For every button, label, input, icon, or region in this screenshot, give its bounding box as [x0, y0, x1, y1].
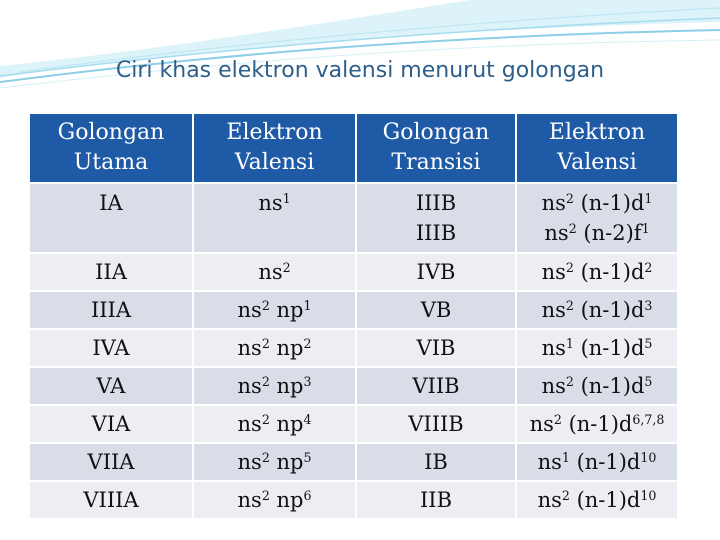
formula-text: ns: [237, 412, 262, 436]
formula-superscript: 3: [644, 298, 653, 314]
cell-golongan-utama: VA: [30, 367, 193, 405]
formula-superscript: 3: [303, 374, 312, 390]
formula-text: ns: [541, 298, 566, 322]
formula-text: ns: [237, 336, 262, 360]
formula-text: ns: [258, 191, 283, 215]
formula-superscript: 2: [565, 191, 574, 207]
cell-valensi-utama: [193, 405, 356, 443]
formula-text: ns: [237, 488, 262, 512]
cell-golongan-transisi: [356, 291, 516, 329]
cell-golongan-utama: IIA: [30, 253, 193, 291]
cell-golongan-transisi: [356, 443, 516, 481]
formula-superscript: 2: [565, 298, 574, 314]
formula-superscript: 1: [641, 221, 650, 237]
header-golongan-transisi: Golongan Transisi: [356, 114, 516, 183]
formula-text: ns: [544, 221, 569, 245]
formula-superscript: 2: [261, 336, 270, 352]
formula-text: ns: [541, 260, 566, 284]
formula-superscript: 2: [261, 374, 270, 390]
cell-valensi-utama: [193, 443, 356, 481]
transisi-label: VIB: [416, 336, 456, 360]
formula-text: ns: [258, 260, 283, 284]
formula-superscript: 5: [644, 374, 653, 390]
table-row: [30, 329, 678, 367]
formula-superscript: 2: [282, 260, 291, 276]
formula-superscript: 10: [640, 450, 657, 466]
cell-golongan-utama: VIIIA: [30, 481, 193, 519]
header-elektron-valensi-transisi: Elektron Valensi: [516, 114, 678, 183]
table-row: [30, 253, 678, 291]
cell-valensi-utama: [193, 329, 356, 367]
formula-line: [530, 412, 665, 436]
formula-superscript: 2: [644, 260, 653, 276]
formula-superscript: 1: [282, 191, 291, 207]
formula-text: (n-1)d: [569, 488, 641, 512]
formula-superscript: 6,7,8: [632, 412, 665, 428]
cell-valensi-transisi: [516, 291, 678, 329]
cell-golongan-transisi: [356, 405, 516, 443]
formula-superscript: 2: [261, 488, 270, 504]
cell-valensi-transisi: [516, 443, 678, 481]
formula-text: ns: [537, 450, 562, 474]
cell-valensi-transisi: [516, 367, 678, 405]
formula-line: [542, 374, 653, 398]
valence-electron-table: [30, 114, 679, 520]
table-body: [30, 183, 678, 519]
formula-line: [542, 298, 653, 322]
formula-superscript: 1: [303, 298, 312, 314]
formula-text: (n-1)d: [573, 374, 645, 398]
formula-text: (n-1)d: [573, 298, 645, 322]
transisi-label: VIIB: [412, 374, 460, 398]
formula-line: [538, 450, 657, 474]
cell-golongan-transisi: [356, 329, 516, 367]
formula-superscript: 2: [553, 412, 562, 428]
cell-golongan-utama: IVA: [30, 329, 193, 367]
table-row: [30, 481, 678, 519]
formula-text: np: [269, 298, 304, 322]
formula-superscript: 2: [561, 488, 570, 504]
cell-valensi-transisi: [516, 329, 678, 367]
cell-valensi-utama: [193, 367, 356, 405]
cell-valensi-utama: [193, 253, 356, 291]
formula-superscript: 2: [565, 260, 574, 276]
formula-superscript: 1: [644, 191, 653, 207]
cell-golongan-utama: VIIA: [30, 443, 193, 481]
formula-line: [538, 488, 657, 512]
header-golongan-utama: Golongan Utama: [30, 114, 193, 183]
formula-text: np: [269, 336, 304, 360]
formula-text: ns: [237, 450, 262, 474]
formula-superscript: 1: [561, 450, 570, 466]
transisi-label: IIB: [419, 488, 453, 512]
formula-line: [542, 336, 653, 360]
cell-golongan-utama: VIA: [30, 405, 193, 443]
formula-text: np: [269, 374, 304, 398]
formula-line: [542, 260, 653, 284]
formula-superscript: 6: [303, 488, 312, 504]
formula-text: ns: [541, 336, 566, 360]
transisi-label: IIIB: [415, 191, 457, 215]
formula-text: (n-2)f: [576, 221, 642, 245]
table-row: [30, 443, 678, 481]
transisi-label: VB: [420, 298, 452, 322]
formula-text: np: [269, 412, 304, 436]
formula-text: ns: [541, 374, 566, 398]
cell-valensi-transisi: [516, 183, 678, 253]
formula-superscript: 2: [568, 221, 577, 237]
cell-valensi-utama: [193, 183, 356, 253]
formula-text: np: [269, 450, 304, 474]
cell-valensi-transisi: [516, 481, 678, 519]
cell-valensi-transisi: [516, 405, 678, 443]
decorative-swoosh: [0, 0, 720, 100]
formula-superscript: 2: [261, 298, 270, 314]
formula-text: ns: [537, 488, 562, 512]
formula-superscript: 2: [303, 336, 312, 352]
formula-superscript: 10: [640, 488, 657, 504]
transisi-label: VIIIB: [408, 412, 464, 436]
transisi-label: IIIB: [415, 221, 457, 245]
formula-superscript: 5: [644, 336, 653, 352]
table-row: [30, 183, 678, 253]
cell-golongan-transisi: [356, 253, 516, 291]
formula-superscript: 2: [261, 412, 270, 428]
header-row: [30, 114, 678, 183]
cell-valensi-utama: [193, 481, 356, 519]
table-row: [30, 367, 678, 405]
transisi-label: IVB: [416, 260, 456, 284]
formula-superscript: 5: [303, 450, 312, 466]
formula-line: [544, 221, 649, 245]
cell-golongan-transisi: [356, 183, 516, 253]
cell-golongan-utama: IIIA: [30, 291, 193, 329]
cell-valensi-transisi: [516, 253, 678, 291]
formula-superscript: 4: [303, 412, 312, 428]
formula-superscript: 2: [261, 450, 270, 466]
slide-title: Ciri khas elektron valensi menurut golongan: [115, 58, 605, 83]
transisi-label: IB: [424, 450, 448, 474]
formula-text: ns: [237, 298, 262, 322]
formula-text: np: [269, 488, 304, 512]
formula-text: ns: [529, 412, 554, 436]
formula-superscript: 1: [565, 336, 574, 352]
formula-text: ns: [541, 191, 566, 215]
cell-golongan-utama: IA: [30, 183, 193, 253]
formula-text: (n-1)d: [573, 260, 645, 284]
table-row: [30, 291, 678, 329]
formula-line: [542, 191, 653, 215]
table-row: [30, 405, 678, 443]
formula-text: (n-1)d: [573, 336, 645, 360]
cell-golongan-transisi: [356, 481, 516, 519]
cell-golongan-transisi: [356, 367, 516, 405]
formula-text: (n-1)d: [569, 450, 641, 474]
cell-valensi-utama: [193, 291, 356, 329]
header-elektron-valensi-utama: Elektron Valensi: [193, 114, 356, 183]
formula-superscript: 2: [565, 374, 574, 390]
formula-text: (n-1)d: [573, 191, 645, 215]
formula-text: ns: [237, 374, 262, 398]
formula-text: (n-1)d: [561, 412, 633, 436]
